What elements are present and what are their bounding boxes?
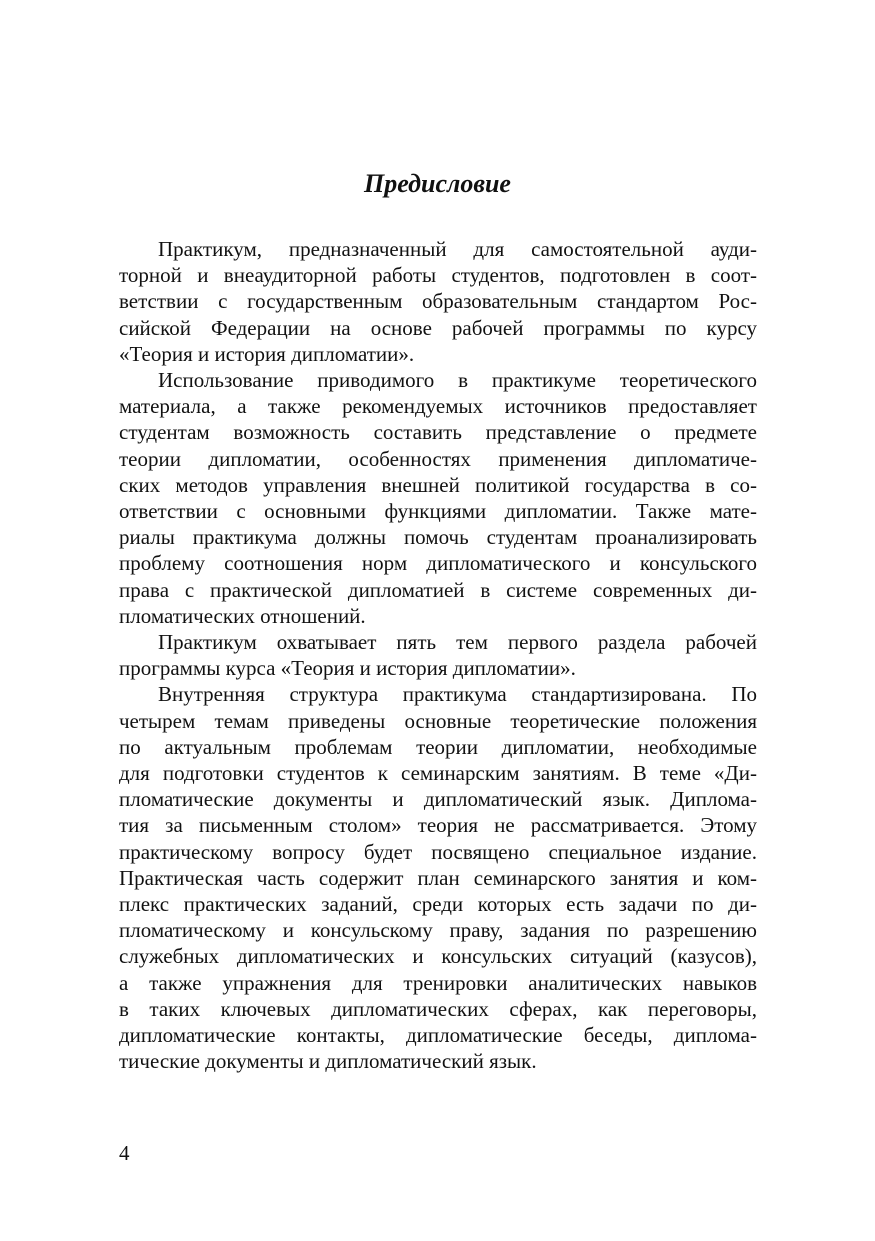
text-line: Использование приводимого в практикуме теоретического <box>158 368 757 393</box>
text-line: Практикум охватывает пять тем первого раздела рабочей <box>158 630 757 655</box>
text-line: а также упражнения для тренировки аналитических навыков <box>119 970 757 995</box>
page-number: 4 <box>119 1141 130 1165</box>
text-line: Внутренняя структура практикума стандартизирована. По <box>158 682 757 707</box>
text-line: пломатическому и консульскому праву, задания по разрешению <box>119 918 757 943</box>
body-text <box>119 236 757 1075</box>
text-line: по актуальным проблемам теории дипломатии, необходимые <box>119 734 757 759</box>
text-line: «Теория и история дипломатии». <box>119 341 415 366</box>
text-line: Практикум, предназначенный для самостоятельной ауди- <box>158 237 757 261</box>
text-line: плекс практических заданий, среди которых есть задачи по ди- <box>119 892 757 917</box>
text-line: ответствии с основными функциями дипломатии. Также мате- <box>119 499 757 524</box>
text-line: тические документы и дипломатический язык. <box>119 1049 537 1074</box>
text-line: Практическая часть содержит план семинарского занятия и ком- <box>119 865 757 890</box>
text-line: пломатические документы и дипломатический язык. Диплома- <box>119 787 757 812</box>
text-line: торной и внеаудиторной работы студентов, подготовлен в соот- <box>119 263 757 288</box>
text-line: права с практической дипломатией в системе современных ди- <box>119 577 757 602</box>
paragraph <box>119 236 757 367</box>
text-line: практическому вопросу будет посвящено специальное издание. <box>119 839 757 864</box>
text-line: сийской Федерации на основе рабочей программы по курсу <box>119 315 757 340</box>
text-line: ветствии с государственным образовательным стандартом Рос- <box>119 289 757 314</box>
text-line: программы курса «Теория и история дипломатии». <box>119 656 576 681</box>
paragraph <box>119 367 757 629</box>
text-line: студентам возможность составить представление о предмете <box>119 420 757 445</box>
text-line: служебных дипломатических и консульских ситуаций (казусов), <box>119 944 757 969</box>
text-line: для подготовки студентов к семинарским занятиям. В теме «Ди- <box>119 761 757 786</box>
text-line: пломатических отношений. <box>119 603 366 628</box>
page-title: Предисловие <box>364 169 511 198</box>
text-line: ских методов управления внешней политикой государства в со- <box>119 472 757 497</box>
text-line: дипломатические контакты, дипломатические беседы, диплома- <box>119 1023 757 1048</box>
text-line: проблему соотношения норм дипломатического и консульского <box>119 551 757 576</box>
text-line: четырем темам приведены основные теоретические положения <box>119 708 757 733</box>
paragraph <box>119 681 757 1074</box>
text-line: риалы практикума должны помочь студентам проанализировать <box>119 525 757 550</box>
text-line: в таких ключевых дипломатических сферах, как переговоры, <box>119 996 757 1021</box>
text-line: материала, а также рекомендуемых источников предоставляет <box>119 394 757 419</box>
paragraph <box>119 629 757 681</box>
text-line: тия за письменным столом» теория не рассматривается. Этому <box>119 813 757 838</box>
text-line: теории дипломатии, особенностях применения дипломатиче- <box>119 446 757 471</box>
